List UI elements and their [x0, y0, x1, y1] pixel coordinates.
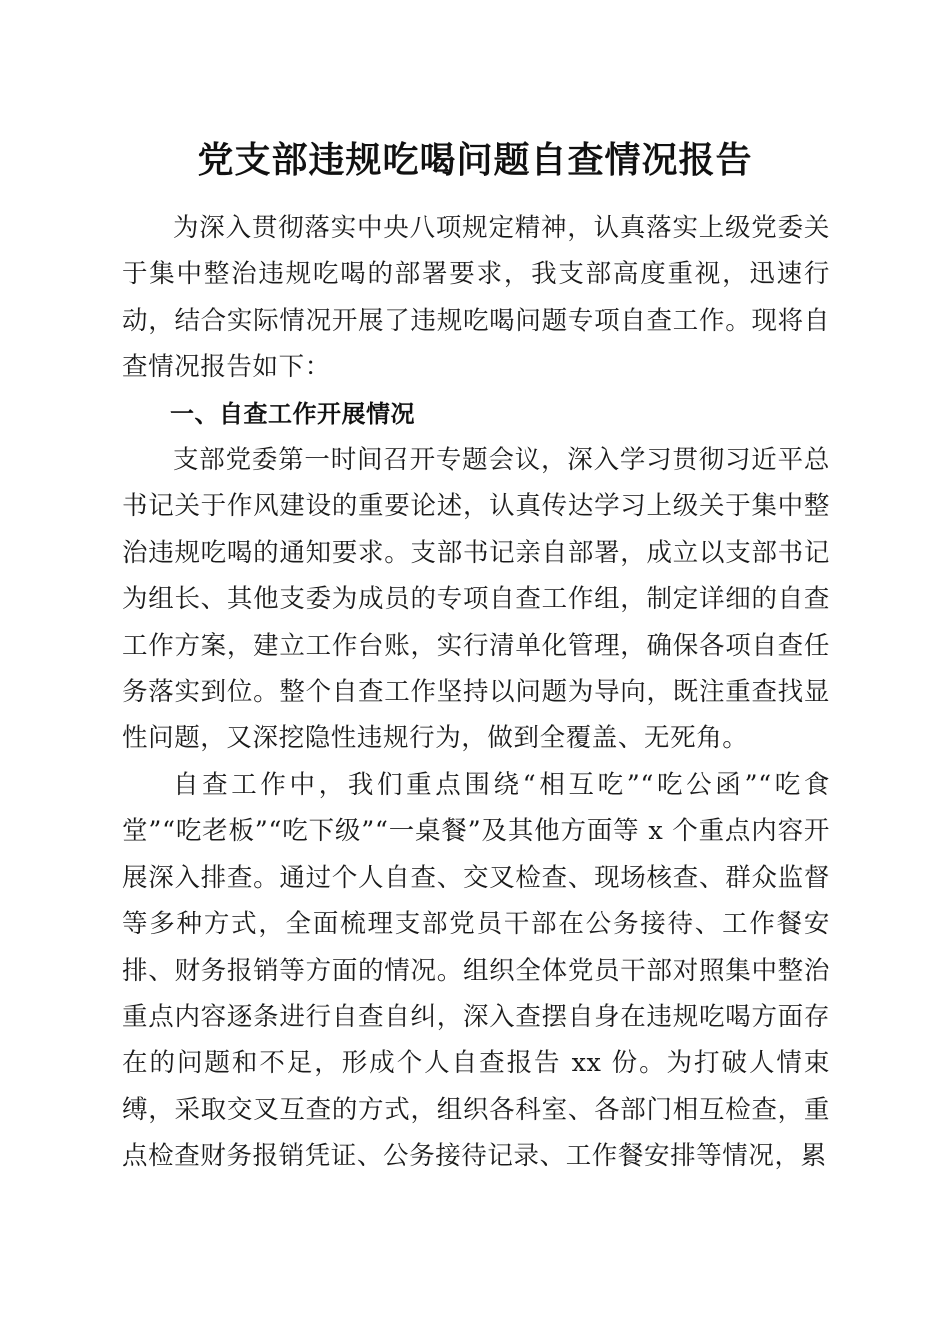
section1-paragraph-1: 支部党委第一时间召开专题会议，深入学习贯彻习近平总书记关于作风建设的重要论述，认真传达学习上级关于集中整治违规吃喝的通知要求。支部书记亲自部署，成立以支部书记为组长、其他支委为成员的专项自查工作组，制定详细的自查工作方案，建立工作台账，实行清单化管理，确保各项自查任务落实到位。整个自查工作坚持以问题为导向，既注重查找显性问题，又深挖隐性违规行为，做到全覆盖、无死角。 [122, 445, 830, 754]
document-title: 党支部违规吃喝问题自查情况报告 [197, 139, 753, 181]
document-body [122, 205, 830, 1180]
intro-paragraph: 为深入贯彻落实中央八项规定精神，认真落实上级党委关于集中整治违规吃喝的部署要求，我支部高度重视，迅速行动，结合实际情况开展了违规吃喝问题专项自查工作。现将自查情况报告如下： [122, 213, 830, 383]
section1-paragraph-2: 自查工作中，我们重点围绕“相互吃”“吃公函”“吃食堂”“吃老板”“吃下级”“一桌餐”及其他方面等 x 个重点内容开展深入排查。通过个人自查、交叉检查、现场核查、群众监督等多种方式，全面梳理支部党员干部在公务接待、工作餐安排、财务报销等方面的情况。组织全体党员干部对照集中整治重点内容逐条进行自查自纠，深入查摆自身在违规吃喝方面存在的问题和不足，形成个人自查报告 xx 份。为打破人情束缚，采取交叉互查的方式，组织各科室、各部门相互检查，重点检查财务报销凭证、公务接待记录、工作餐安排等情况，累 [122, 769, 830, 1172]
section-heading-1: 一、自查工作开展情况 [170, 399, 415, 428]
